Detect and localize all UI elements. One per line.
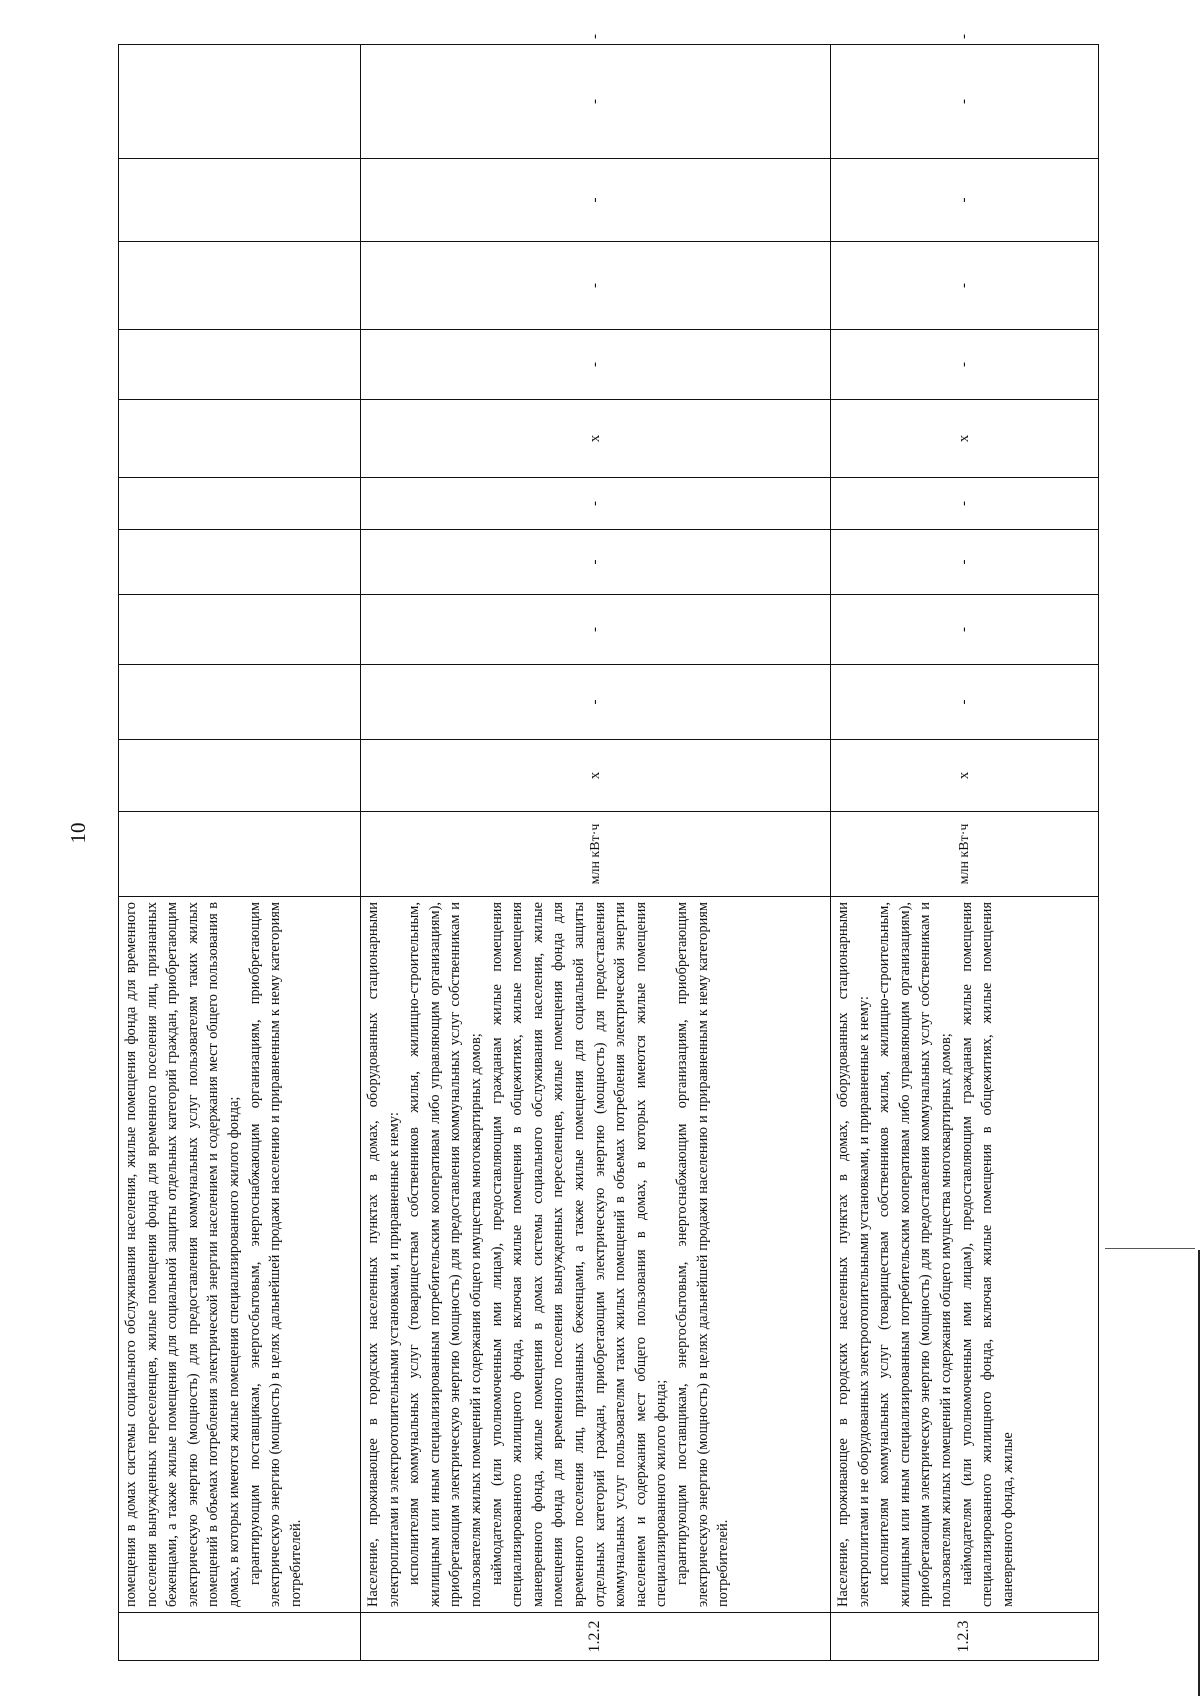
description-paragraph: гарантирующим поставщикам, энергосбытовым, энергоснабжающим организациям, приобретающим электрическую энергию (мощность) в целях дальнейшей продажи населению и приравненным к нему категориям потребителей. [673,902,732,1607]
value-cell [119,400,361,478]
value-cell: - [361,478,831,530]
value-cell [119,478,361,530]
description-paragraph: исполнителям коммунальных услуг (товариществам собственников жилья, жилищно-строительным, жилищным или иным специализированным потребительским кооперативам либо управляющим организациям), приобретающим электрическую энергию (мощность) для предоставления коммунальных услуг собственникам и пользователям жилых помещений и содержания общего имущества многоквартирных домов; [406,902,484,1607]
page-number: 10 [66,822,90,844]
value-cell: - [831,330,1099,400]
value-cell [119,595,361,665]
value-cell: x [361,400,831,478]
value-cell: - [831,242,1099,330]
value-cell [119,242,361,330]
value-cell [119,665,361,740]
value-cell: x [361,740,831,812]
value-cell [119,159,361,242]
value-cell [119,740,361,812]
row-description [119,897,361,1613]
table-body [119,34,1099,1661]
value-cell: - [831,159,1099,242]
value-cell: - [361,530,831,595]
value-cell [119,45,361,159]
value-cell: - [361,595,831,665]
description-paragraph: Население, проживающее в городских населенных пунктах в домах, оборудованных стационарными электроплитами и электроотопительными установками, и приравненные к нему: [365,902,402,1607]
value-cell: x [831,740,1099,812]
value-cell [119,330,361,400]
value-cell: - [831,478,1099,530]
row-number: 1.2.3 [831,1613,1099,1661]
value-cell: - [831,595,1099,665]
table-row: 1.2.3 Население, проживающее в городских населенных пунктах в домах, оборудованных стационарными электроплитами и не оборудованных электроотопительными установками, и приравненные к нему: исполнителям коммунальных услуг (товариществам собственников жилья, жилищно-строительным, жилищным или иным специализированным потребительским кооперативам либо управляющим организациям), приобретающим электрическую энергию (мощность) для предоставления коммунальных услуг собственникам и пользователям жилых помещений и содержания общего имущества многоквартирных домов; наймодателям (или уполномоченным ими лицам), предоставляющим гражданам жилые помещения специализированного жилищного фонда, включая жилые помещения в общежитиях, жилые помещения маневренного фонда, жилые млн кВт·ч x - - - - x - - - - - [831,45,1099,1661]
value-cell: - [361,45,831,159]
scan-mark-line [1105,1248,1195,1249]
row-description [831,897,1099,1613]
value-cell: - [361,665,831,740]
value-cell: x [831,400,1099,478]
description-paragraph: наймодателям (или уполномоченным ими лицам), предоставляющим гражданам жилые помещения специализированного жилищного фонда, включая жилые помещения в общежитиях, жилые помещения маневренного фонда, жилые [958,902,1016,1607]
value-cell: - [831,665,1099,740]
value-cell [119,530,361,595]
table-row [119,45,361,1661]
value-cell: - [831,530,1099,595]
row-unit [119,812,361,897]
row-number [119,1613,361,1661]
row-number: 1.2.2 [361,1613,831,1661]
row-unit: млн кВт·ч [831,812,1099,897]
value-cell: - [361,159,831,242]
description-paragraph: Население, проживающее в городских населенных пунктах в домах, оборудованных стационарными электроплитами и не оборудованных электроотопительными установками, и приравненные к нему: [835,902,872,1607]
description-paragraph: гарантирующим поставщикам, энергосбытовым, энергоснабжающим организациям, приобретающим электрическую энергию (мощность) в целях дальнейшей продажи населению и приравненным к нему категориям потребителей. [246,902,304,1607]
description-paragraph: наймодателям (или уполномоченным ими лицам), предоставляющим гражданам жилые помещения специализированного жилищного фонда, включая жилые помещения в общежитиях, жилые помещения маневренного фонда, жилые помещения в домах системы социального обслуживания населения, жилые помещения фонда для временного поселения вынужденных переселенцев, жилые помещения фонда для временного поселения лиц, признанных беженцами, а также жилые помещения для социальной защиты отдельных категорий граждан, приобретающим электрическую энергию (мощность) для предоставления коммунальных услуг пользователям таких жилых помещений в объемах потребления электрической энергии населением и содержания мест общего пользования в домах, в которых имеются жилые помещения специализированного жилого фонда; [488,902,670,1607]
value-cell: - [831,45,1099,159]
tariff-table [118,34,1099,1661]
value-cell: - [361,330,831,400]
value-cell: - [361,242,831,330]
table-row: 1.2.2 Население, проживающее в городских населенных пунктах в домах, оборудованных стационарными электроплитами и электроотопительными установками, и приравненные к нему: исполнителям коммунальных услуг (товариществам собственников жилья, жилищно-строительным, жилищным или иным специализированным потребительским кооперативам либо управляющим организациям), приобретающим электрическую энергию (мощность) для предоставления коммунальных услуг собственникам и пользователям жилых помещений и содержания общего имущества многоквартирных домов; наймодателям (или уполномоченным ими лицам), предоставляющим гражданам жилые помещения специализированного жилищного фонда, включая жилые помещения в общежитиях, жилые помещения маневренного фонда, жилые помещения в домах системы социального обслуживания населения, жилые помещения фонда для временного поселения вынужденных переселенцев, жилые помещения фонда для временного поселения лиц, признанных беженцами, а также жилые помещения для социальной защиты отдельных категорий граждан, приобретающим электрическую энергию (мощность) для предоставления коммунальных услуг пользователям таких жилых помещений в объемах потребления электрической энергии населением и содержания мест общего пользования в домах, в которых имеются жилые помещения специализированного жилого фонда; гарантирующим поставщикам, энергосбытовым, энергоснабжающим организациям, приобретающим электрическую энергию (мощность) в целях дальнейшей продажи населению и приравненным к нему категориям потребителей. млн кВт·ч x - - - - x - - - - - [361,45,831,1661]
description-paragraph: помещения в домах системы социального обслуживания населения, жилые помещения фонда для временного поселения вынужденных переселенцев, жилые помещения фонда для временного поселения лиц, признанных беженцами, а также жилые помещения для социальной защиты отдельных категорий граждан, приобретающим электрическую энергию (мощность) для предоставления коммунальных услуг пользователям таких жилых помещений в объемах потребления электрической энергии населением и содержания мест общего пользования в домах, в которых имеются жилые помещения специализированного жилого фонда; [123,902,242,1607]
row-unit: млн кВт·ч [361,812,831,897]
description-paragraph: исполнителям коммунальных услуг (товариществам собственников жилья, жилищно-строительным, жилищным или иным специализированным потребительским кооперативам либо управляющим организациям), приобретающим электрическую энергию (мощность) для предоставления коммунальных услуг собственникам и пользователям жилых помещений и содержания общего имущества многоквартирных домов; [876,902,954,1607]
tariff-table-container [118,34,1098,1661]
row-description [361,897,831,1613]
